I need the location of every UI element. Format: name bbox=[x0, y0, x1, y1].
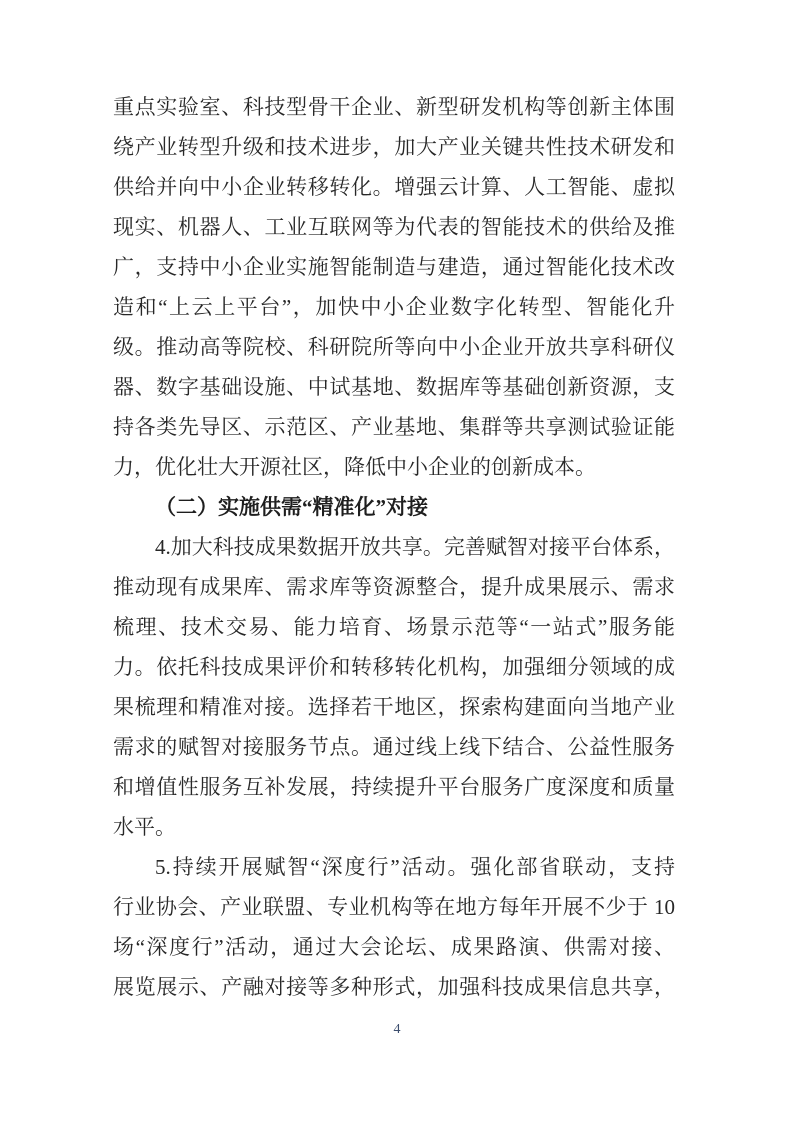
text-line: 绕产业转型升级和技术进步，加大产业关键共性技术研发和 bbox=[113, 135, 675, 159]
text-line: 和增值性服务互补发展，持续提升平台服务广度深度和质量 bbox=[113, 775, 675, 799]
text-line: 行业协会、产业联盟、专业机构等在地方每年开展不少于 10 bbox=[113, 895, 675, 919]
text-line: 梳理、技术交易、能力培育、场景示范等“一站式”服务能 bbox=[113, 615, 675, 639]
text-line: 4.加大科技成果数据开放共享。完善赋智对接平台体系， bbox=[155, 535, 675, 559]
text-line: 级。推动高等院校、科研院所等向中小企业开放共享科研仪 bbox=[113, 335, 675, 359]
text-line: 供给并向中小企业转移转化。增强云计算、人工智能、虚拟 bbox=[113, 175, 675, 199]
heading-section-2 bbox=[113, 487, 675, 527]
text-line: 需求的赋智对接服务节点。通过线上线下结合、公益性服务 bbox=[113, 735, 675, 759]
text-line: 持各类先导区、示范区、产业基地、集群等共享测试验证能 bbox=[113, 415, 675, 439]
text-line: 现实、机器人、工业互联网等为代表的智能技术的供给及推 bbox=[113, 215, 675, 239]
text-line: 果梳理和精准对接。选择若干地区，探索构建面向当地产业 bbox=[113, 695, 675, 719]
page-number: 4 bbox=[393, 1022, 401, 1037]
text-line: 场“深度行”活动，通过大会论坛、成果路演、供需对接、 bbox=[113, 935, 675, 959]
para-continuation-item3 bbox=[113, 87, 675, 487]
text-line: 重点实验室、科技型骨干企业、新型研发机构等创新主体围 bbox=[113, 95, 675, 119]
document-body bbox=[113, 87, 675, 1007]
text-line: 广，支持中小企业实施智能制造与建造，通过智能化技术改 bbox=[113, 255, 675, 279]
text-line: （二）实施供需“精准化”对接 bbox=[155, 495, 428, 519]
text-line: 力，优化壮大开源社区，降低中小企业的创新成本。 bbox=[113, 455, 596, 479]
text-line: 力。依托科技成果评价和转移转化机构，加强细分领域的成 bbox=[113, 655, 675, 679]
text-line: 5.持续开展赋智“深度行”活动。强化部省联动，支持 bbox=[155, 855, 675, 879]
text-line: 器、数字基础设施、中试基地、数据库等基础创新资源，支 bbox=[113, 375, 675, 399]
para-item-5 bbox=[113, 847, 675, 1007]
para-item-4 bbox=[113, 527, 675, 847]
text-line: 推动现有成果库、需求库等资源整合，提升成果展示、需求 bbox=[113, 575, 675, 599]
text-line: 造和“上云上平台”，加快中小企业数字化转型、智能化升 bbox=[113, 295, 675, 319]
text-line: 水平。 bbox=[113, 815, 176, 839]
text-line: 展览展示、产融对接等多种形式，加强科技成果信息共享， bbox=[113, 975, 675, 999]
